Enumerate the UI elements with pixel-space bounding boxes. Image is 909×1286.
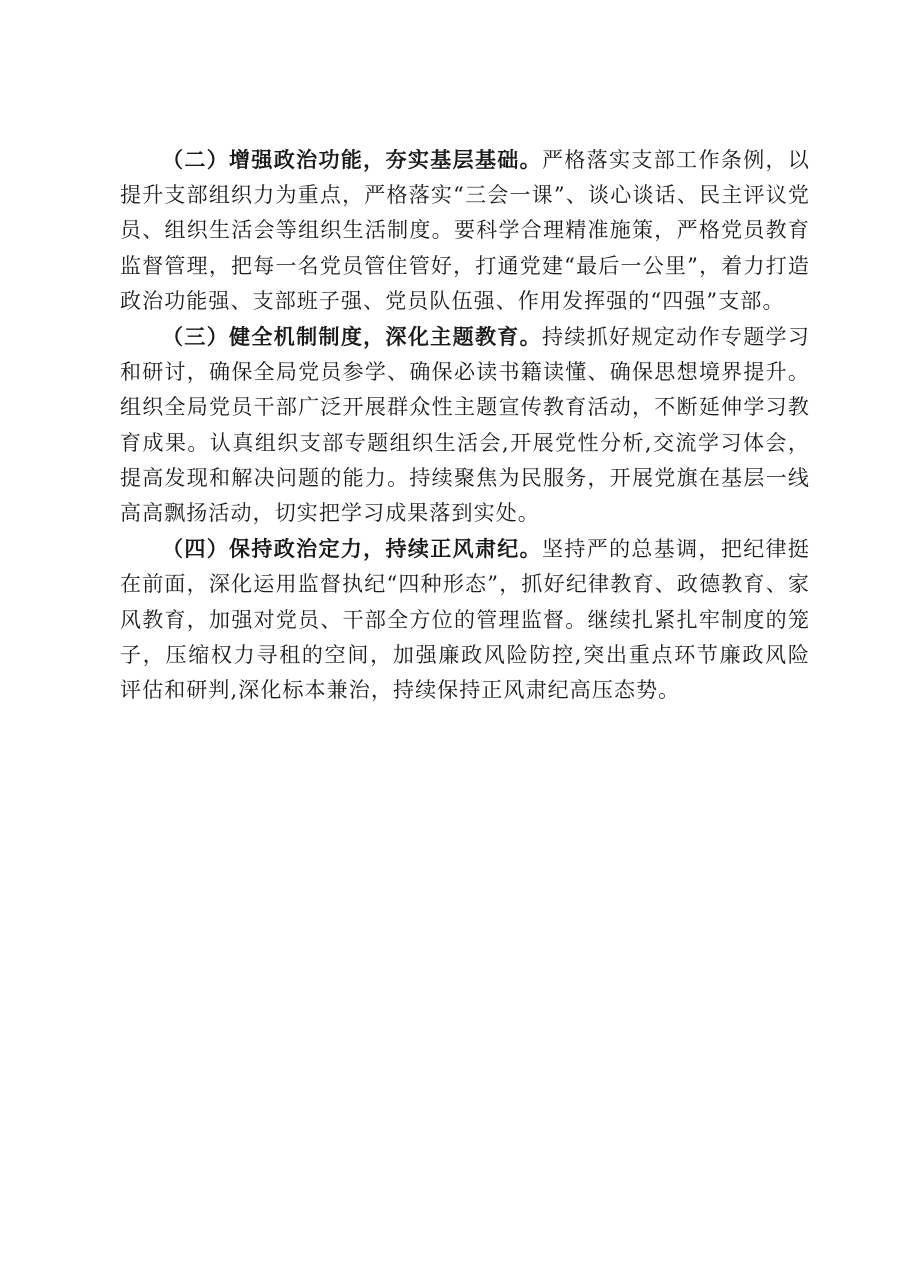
paragraph-heading: （二）增强政治功能，夯实基层基础。 bbox=[162, 147, 543, 172]
paragraph-text: 坚持严的总基调，把纪律挺在前面，深化运用监督执纪“四种形态”，抓好纪律教育、政德教育、家风教育，加强对党员、干部全方位的管理监督。继续扎紧扎牢制度的笼子，压缩权力寻租的空间，加强廉政风险防控,突出重点环节廉政风险评估和研判,深化标本兼治，持续保持正风肃纪高压态势。 bbox=[120, 537, 811, 703]
paragraph-section-2 bbox=[120, 142, 810, 319]
document-body bbox=[120, 142, 810, 708]
paragraph-heading: （四）保持政治定力，持续正风肃纪。 bbox=[162, 536, 543, 562]
paragraph-text: 持续抓好规定动作专题学习和研讨，确保全局党员参学、确保必读书籍读懂、确保思想境界提升。组织全局党员干部广泛开展群众性主题宣传教育活动，不断延伸学习教育成果。认真组织支部专题组织生活会,开展党性分析,交流学习体会，提高发现和解决问题的能力。持续聚焦为民服务，开展党旗在基层一线高高飘扬活动，切实把学习成果落到实处。 bbox=[120, 325, 811, 526]
paragraph-section-3 bbox=[120, 319, 810, 531]
paragraph-section-4 bbox=[120, 531, 810, 708]
paragraph-text: 严格落实支部工作条例，以提升支部组织力为重点，严格落实“三会一课”、谈心谈话、民主评议党员、组织生活会等组织生活制度。要科学合理精准施策，严格党员教育监督管理，把每一名党员管住管好，打通党建“最后一公里”，着力打造政治功能强、支部班子强、党员队伍强、作用发挥强的“四强”支部。 bbox=[120, 148, 811, 313]
paragraph-heading: （三）健全机制制度，深化主题教育。 bbox=[162, 324, 543, 350]
